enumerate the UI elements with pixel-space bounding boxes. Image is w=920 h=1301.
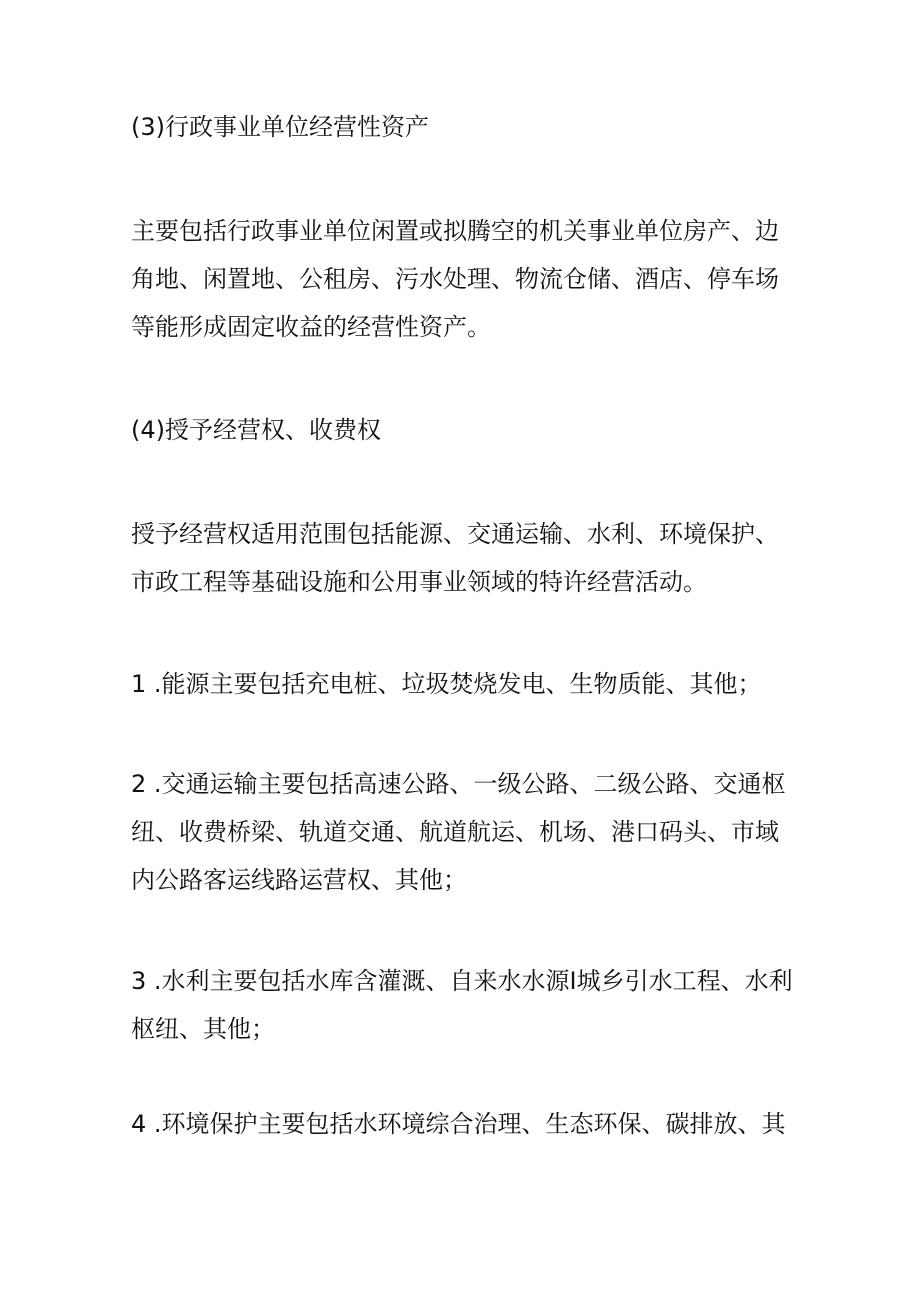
paragraph-concession-scope: 授予经营权适用范围包括能源、交通运输、水利、环境保护、市政工程等基础设施和公用事业领域的特许经营活动。 <box>131 520 779 596</box>
list-item-energy: 1 .能源主要包括充电桩、垃圾焚烧发电、生物质能、其他； <box>131 670 762 698</box>
paragraph-assets: 主要包括行政事业单位闲置或拟腾空的机关事业单位房产、边角地、闲置地、公租房、污水处理、物流仓储、酒店、停车场等能形成固定收益的经营性资产。 <box>131 217 779 341</box>
list-item-environment: 4 .环境保护主要包括水环境综合治理、生态环保、碳排放、其 <box>131 1110 786 1138</box>
list-item-water: 3 .水利主要包括水库含灌溉、自来水水源I城乡引水工程、水利枢纽、其他； <box>131 967 793 1043</box>
section-heading-4: (4)授予经营权、收费权 <box>131 416 381 444</box>
section-heading-3: (3)行政事业单位经营性资产 <box>131 113 429 141</box>
list-item-transport: 2 .交通运输主要包括高速公路、一级公路、二级公路、交通枢纽、收费桥梁、轨道交通、航道航运、机场、港口码头、市域内公路客运线路运营权、其他； <box>131 770 786 894</box>
